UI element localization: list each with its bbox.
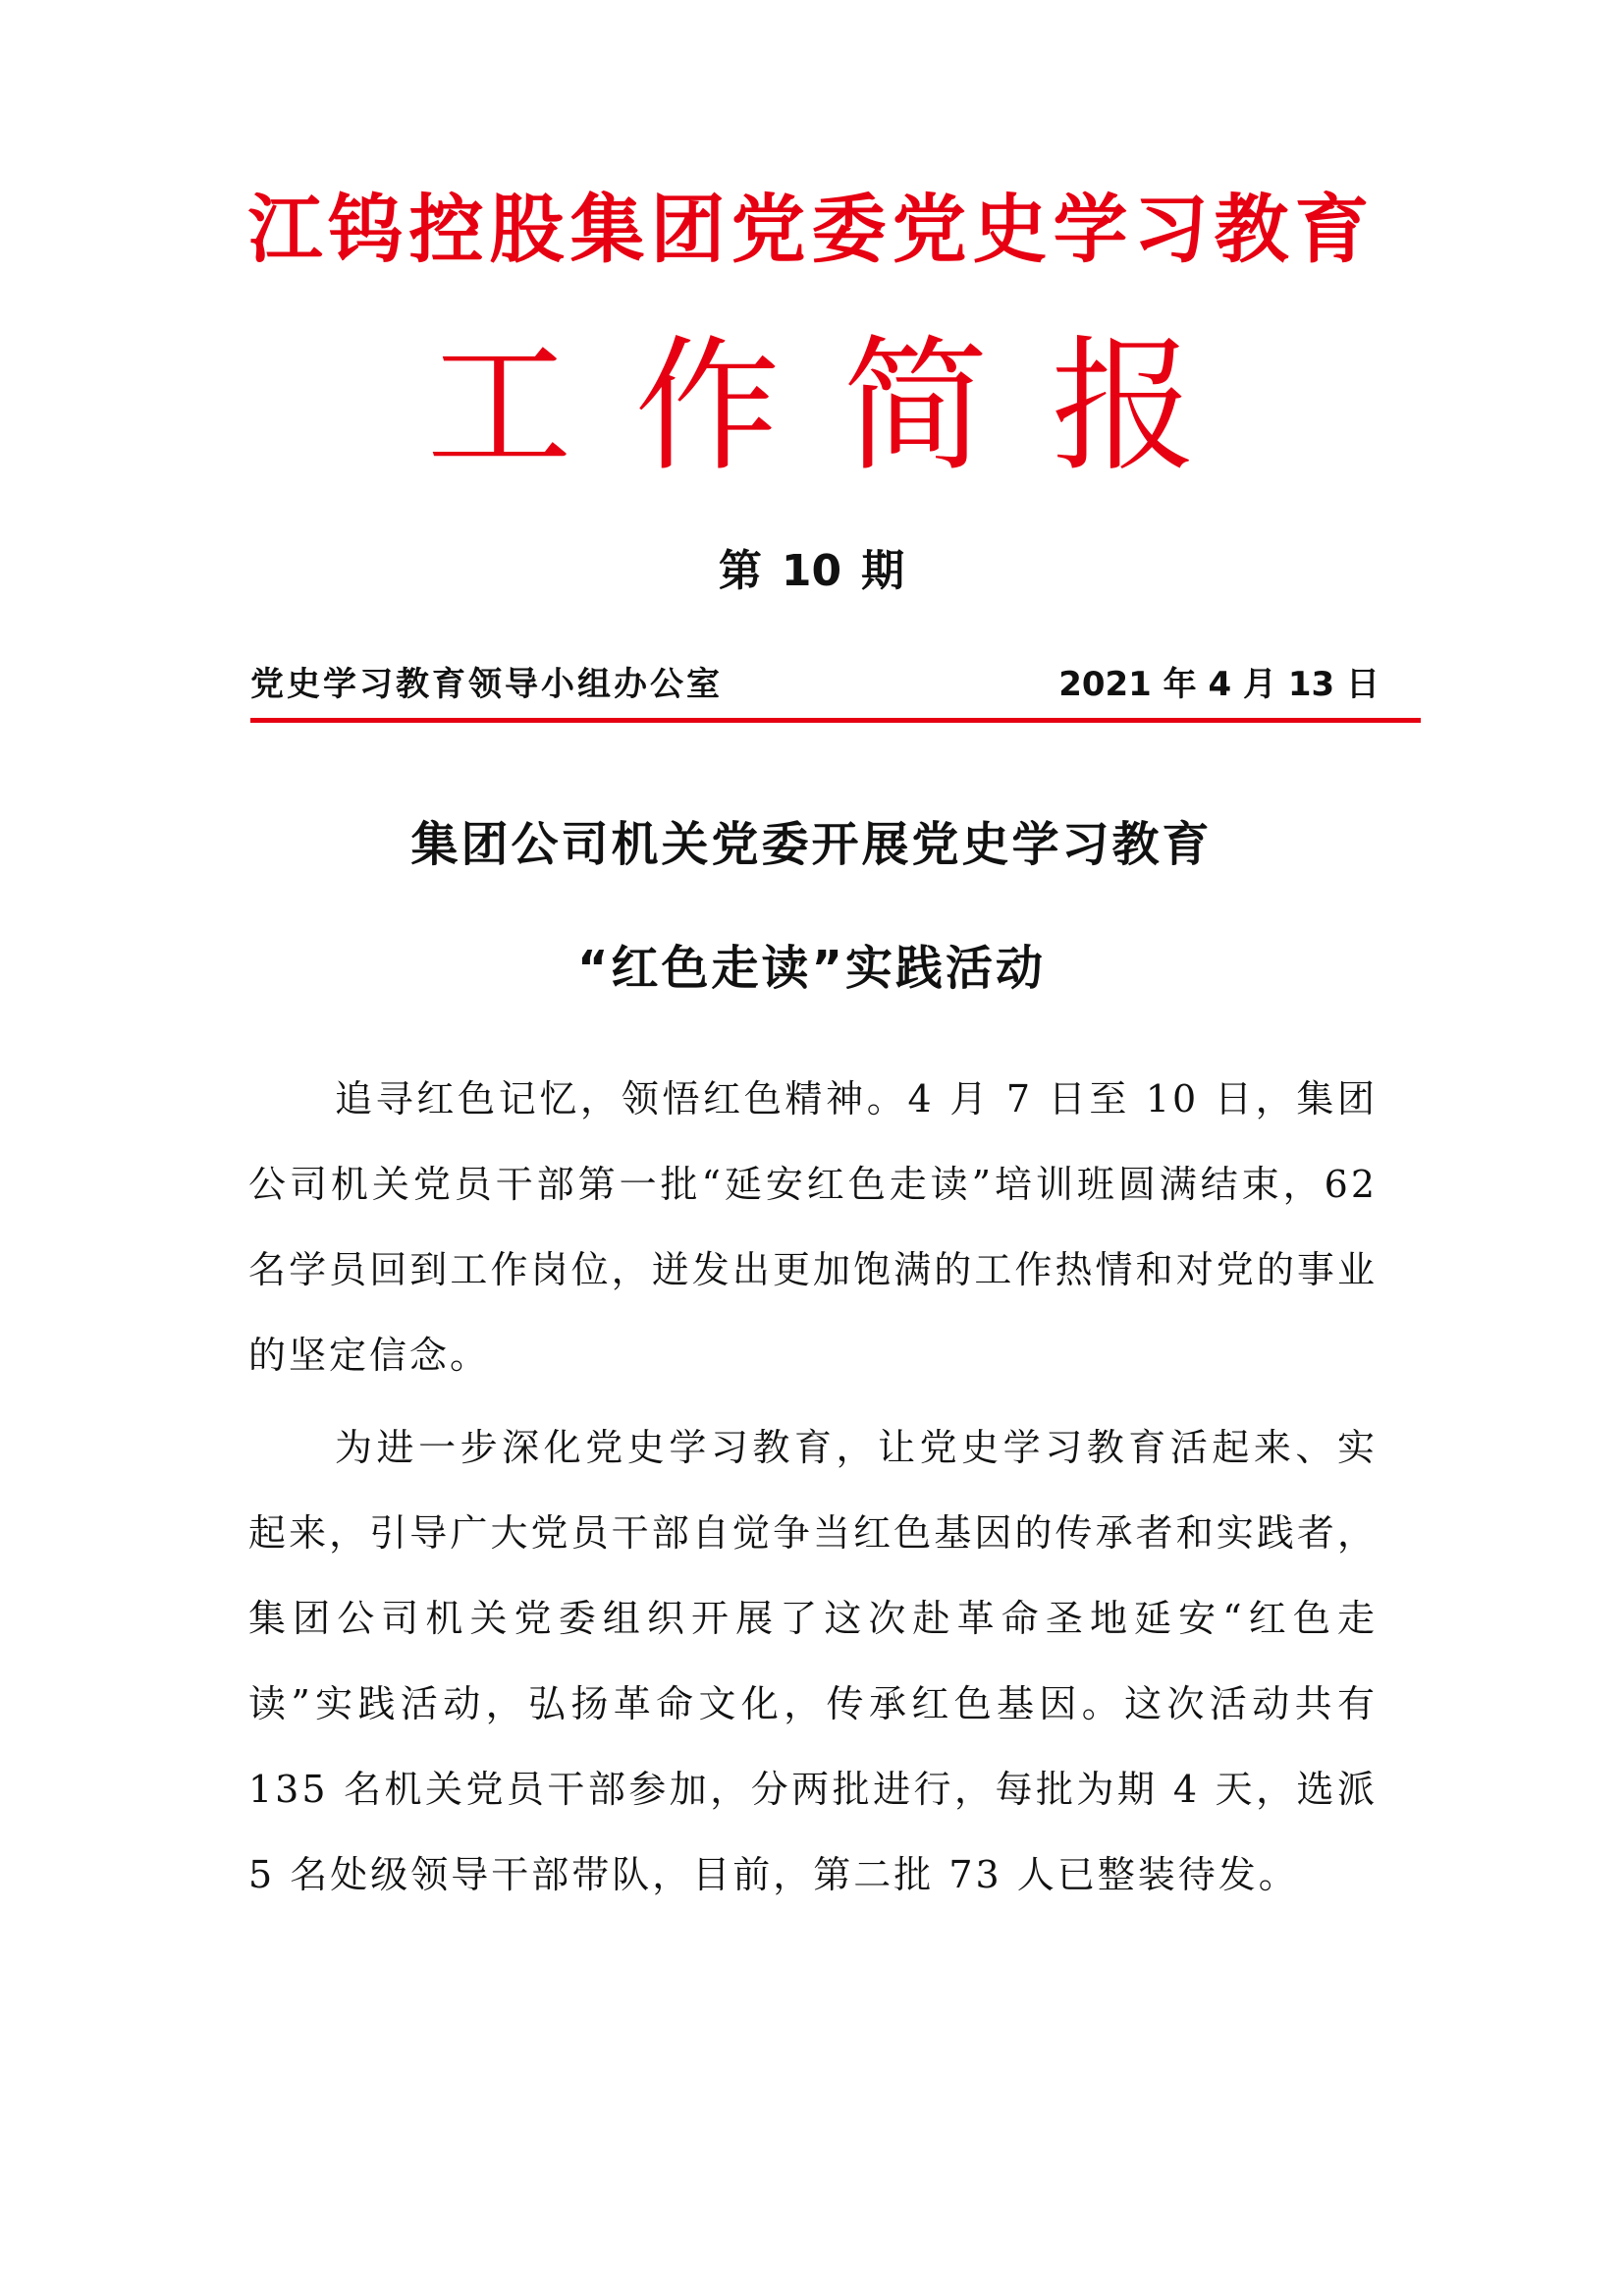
red-divider bbox=[250, 718, 1421, 723]
article-paragraph: 为进一步深化党史学习教育，让党史学习教育活起来、实起来，引导广大党员干部自觉争当红色基因的传承者和实践者，集团公司机关党委组织开展了这次赴革命圣地延安“红色走读”实践活动，弘扬革命文化，传承红色基因。这次活动共有 135 名机关党员干部参加，分两批进行，每批为期 4 天，选派 5 名处级领导干部带队，目前，第二批 73 人已整装待发。 bbox=[248, 1426, 1378, 1896]
issue-prefix: 第 bbox=[718, 546, 762, 596]
article-paragraph: 追寻红色记忆，领悟红色精神。4 月 7 日至 10 日，集团公司机关党员干部第一批“延安红色走读”培训班圆满结束，62 名学员回到工作岗位，迸发出更加饱满的工作热情和对党的事业的坚定信念。 bbox=[248, 1077, 1378, 1377]
article-headline-line1: 集团公司机关党委开展党史学习教育 bbox=[410, 817, 1213, 872]
issue-number bbox=[0, 546, 1623, 596]
article-headline-line2: “红色走读”实践活动 bbox=[576, 941, 1047, 996]
masthead-organization: 江钨控股集团党委党史学习教育 bbox=[247, 186, 1376, 273]
issue-value: 10 bbox=[781, 546, 842, 596]
issue-date: 2021 年 4 月 13 日 bbox=[1058, 665, 1380, 704]
issuing-office: 党史学习教育领导小组办公室 bbox=[250, 665, 723, 704]
issue-suffix: 期 bbox=[861, 546, 905, 596]
masthead-title: 工作简报 bbox=[426, 322, 1260, 491]
